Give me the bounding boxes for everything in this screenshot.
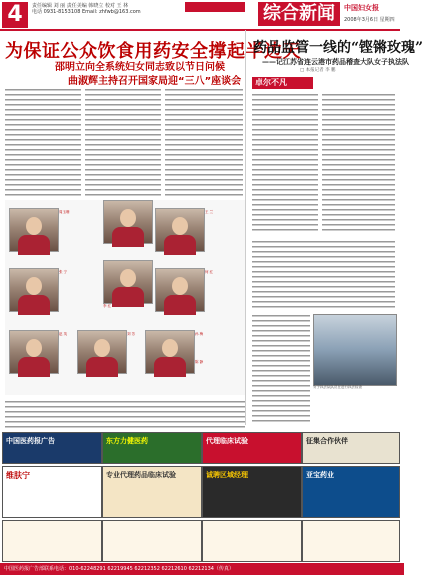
right-article-column	[252, 93, 318, 233]
right-article-author: □ 本报记者 李 鹏	[300, 68, 336, 73]
advertisement-text: 专业代理药品临床试验	[106, 471, 176, 479]
advertisement[interactable]	[202, 432, 302, 464]
paper-name: 中国妇女报	[344, 4, 379, 12]
header-meta-line: 电话 0931-8153108 Email: zhfwb@163.com	[32, 9, 141, 15]
advertisement[interactable]	[102, 466, 202, 518]
right-article-title: 药品监管一线的“铿锵玫瑰”	[253, 40, 423, 56]
photo-caption: 赵 英	[59, 332, 68, 336]
photo-caption: 孙 梅	[195, 332, 204, 336]
advertisement-area	[0, 432, 400, 575]
portrait-photo-grid	[5, 200, 245, 395]
photo-caption: 周玉珊	[59, 210, 70, 214]
right-photo-caption: 女子执法队队员在进行执法检查	[313, 385, 362, 389]
advertisement-text: 东方力健医药	[106, 437, 148, 445]
advertisement-strip[interactable]	[2, 520, 400, 562]
portrait-photo	[155, 268, 205, 312]
right-article-banner: 卓尔不凡	[252, 77, 313, 89]
advertisement-text: 亚宝药业	[306, 471, 334, 479]
main-article-subtitle: 邵明立向全系统妇女同志致以节日问候	[55, 62, 225, 73]
portrait-photo	[77, 330, 127, 374]
header-meta-line: 责任编辑 刘 丽 责任美编 韩晓立 校对 王 林	[32, 3, 129, 9]
portrait-photo	[103, 260, 153, 304]
portrait-photo	[9, 208, 59, 252]
section-title: 综合新闻	[258, 2, 340, 26]
advertisement[interactable]	[2, 432, 102, 464]
photo-caption: 刘 芳	[127, 332, 136, 336]
article-body-column	[85, 88, 161, 198]
article-footer-text	[5, 400, 245, 428]
edition-stripe	[185, 2, 245, 12]
main-article-subtitle: 曲淑辉主持召开国家局迎“三八”座谈会	[68, 76, 242, 87]
header-meta	[32, 3, 141, 15]
article-body-column	[5, 88, 81, 198]
portrait-photo	[9, 268, 59, 312]
advertisement-text: 征集合作伙伴	[306, 437, 348, 445]
photo-caption: 陈 静	[195, 360, 204, 364]
right-article-column	[322, 93, 395, 233]
main-article-title: 为保证公众饮食用药安全撑起半边天	[5, 41, 301, 62]
portrait-photo	[155, 208, 205, 252]
footer-contact: 中国医药报广告部联系电话：010-62248291 62219945 62212352 62212610 62212134（传真）	[0, 563, 404, 575]
portrait-photo	[145, 330, 195, 374]
advertisement-text: 代理临床试验	[206, 437, 248, 445]
issue-date: 2008年3月6日 星期四	[344, 17, 395, 23]
advertisement-text: 维肤宁	[6, 471, 30, 480]
advertisement[interactable]	[102, 432, 202, 464]
advertisement[interactable]	[202, 466, 302, 518]
advertisement[interactable]	[302, 432, 400, 464]
advertisement[interactable]	[302, 466, 400, 518]
page-number: 4	[2, 2, 28, 28]
advertisement-text: 中国医药报广告	[6, 437, 55, 445]
portrait-photo	[9, 330, 59, 374]
right-article-photo	[313, 314, 397, 386]
photo-caption: 李 红	[103, 304, 112, 308]
right-article-column	[252, 314, 310, 424]
portrait-photo	[103, 200, 153, 244]
photo-caption: 何 红	[205, 270, 214, 274]
photo-caption: 王 兰	[205, 210, 214, 214]
right-article-subtitle: ——记江苏省连云港市药品稽查大队女子执法队	[262, 58, 409, 66]
advertisement[interactable]	[2, 466, 102, 518]
photo-caption: 张 宁	[59, 270, 68, 274]
right-article-column	[252, 240, 395, 310]
article-body-column	[165, 88, 243, 198]
advertisement-text: 诚聘区域经理	[206, 471, 248, 479]
